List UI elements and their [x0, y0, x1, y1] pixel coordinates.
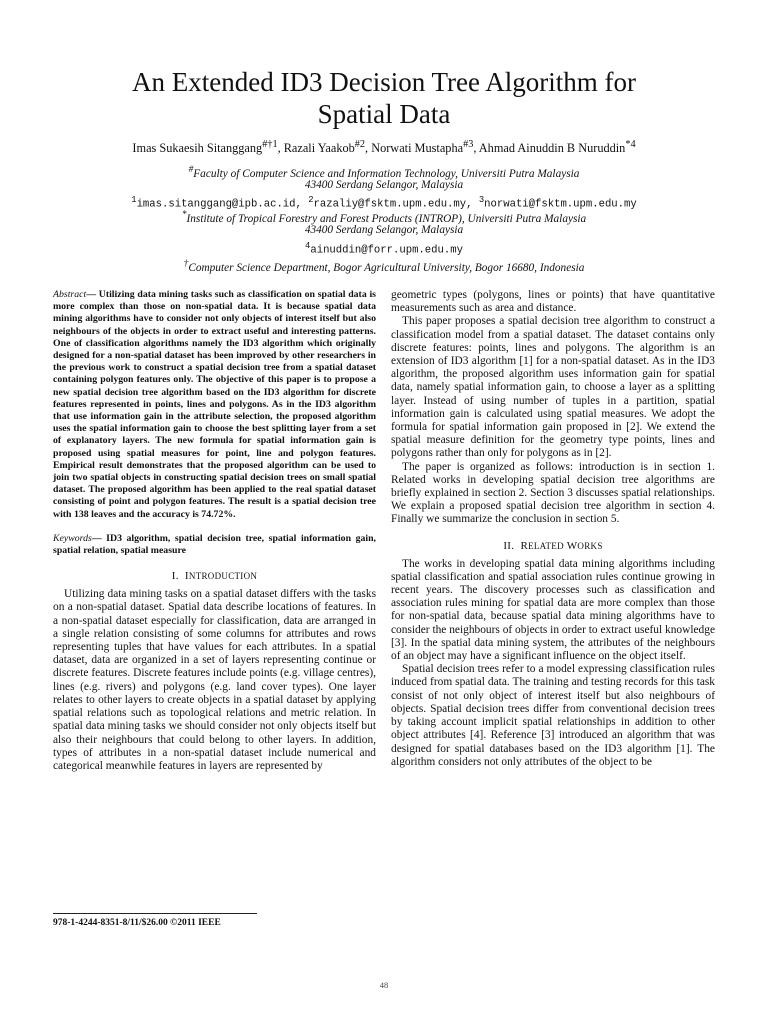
abstract [53, 289, 376, 521]
paper-title [60, 66, 708, 130]
right-column [391, 289, 715, 769]
keywords-text: — ID3 algorithm, spatial decision tree, spatial information gain, spatial relation, spatial measure [53, 532, 376, 557]
email-3-mark: 3 [478, 195, 485, 205]
affiliation-3 [30, 257, 738, 275]
affiliation-3-mark: † [183, 259, 189, 269]
left-column [53, 289, 376, 773]
page-number: 48 [379, 980, 389, 990]
right-paragraph-2: This paper proposes a spatial decision tree algorithm to construct a classification model from a spatial dataset. The dataset contains only discrete features: points, lines and polygons. The algorithm is an extension of ID3 algorithm [1] for a non-spatial dataset. As in the ID3 algorithm, the proposed algorithm uses information gain for spatial data, namely spatial information gain, to choose a layer as a splitting layer. Instead of using number of tuples in a partition, spatial information gain is calculated using spatial measures. We adopt the formula for spatial information gain proposed in [2]. We extend the spatial measure definition for the geometry type points, lines and polygons rather than only for polygons as in [2]. [391, 315, 715, 460]
section-heading-introduction: I. INTRODUCTION [171, 570, 258, 583]
abstract-label: Abstract [53, 289, 87, 300]
email-3[interactable]: norwati@fsktm.upm.edu.my [484, 198, 637, 211]
right-paragraph-1: geometric types (polygons, lines or points) that have quantitative measurements such as area and distance. [391, 289, 715, 315]
affiliation-1-mark: # [188, 165, 194, 175]
title-line-2: Spatial Data [317, 99, 451, 129]
email-4-mark: 4 [305, 241, 311, 251]
section-heading-related-works: II. RELATED WORKS [503, 539, 603, 552]
author-2: Razali Yaakob [283, 141, 355, 156]
email-1-mark: 1 [131, 195, 137, 205]
author-list: Imas Sukaesih Sitanggang$^{\#\dagger 1}$, Razali Yaakob$^{\#2}$, Norwati Mustapha$^{\#3}$, Ahmad Ainuddin B Nuruddin$^{*4}$ [132, 139, 636, 156]
affiliation-1-address: 43400 Serdang Selangor, Malaysia [304, 179, 464, 191]
author-1: Imas Sukaesih Sitanggang [132, 141, 263, 156]
email-4[interactable]: ainuddin@forr.upm.edu.my [310, 244, 463, 257]
affiliation-3-name: Computer Science Department, Bogor Agricultural University, Bogor 16680, Indonesia [188, 261, 585, 274]
keywords-label: Keywords [53, 532, 92, 544]
footnote-divider [53, 913, 257, 914]
email-1[interactable]: imas.sitanggang@ipb.ac.id, [136, 198, 302, 211]
author-3-marks: #3 [463, 139, 474, 150]
related-works-paragraph-2: Spatial decision trees refer to a model expressing classification rules induced from spatial data. The training and testing records for this task consist of not only object of interest itself but also neighbours of objects. Spatial decision trees differ from conventional decision trees by taking account implicit spatial relationships in addition to other object attributes [4]. Reference [3] introduced an algorithm that was designed for spatial databases based on the ID3 algorithm [1]. The algorithm considers not only attributes of the object to be [391, 663, 715, 768]
abstract-text: — Utilizing data mining tasks such as classification on spatial data is more complex than those on non-spatial data. It is because spatial data mining algorithms have to consider not only objects of interest itself but also neighbours of the objects in order to extract useful and interesting patterns. One of classification algorithms namely the ID3 algorithm which originally designed for a non-spatial dataset has been improved by other researchers in the previous work to construct a spatial decision tree from a spatial dataset containing polygon features only. The objective of this paper is to propose a new spatial decision tree algorithm based on the ID3 algorithm for discrete features represented in points, lines and polygons. As in the ID3 algorithm that use information gain in the attribute selection, the proposed algorithm uses the spatial information gain to choose the best splitting layer from a set of explanatory layers. The new formula for spatial information gain is proposed using spatial measures for point, line and polygon features. Empirical result demonstrates that the proposed algorithm can be used to join two spatial objects in constructing spatial decision trees on small spatial dataset. The proposed algorithm has been applied to the real spatial dataset consisting of point and polygon features. The result is a spatial decision tree with 138 leaves and the accuracy is 74.72%. [53, 289, 376, 520]
author-1-marks: #†1 [262, 139, 278, 150]
affiliation-2-mark: * [181, 210, 187, 220]
email-2[interactable]: razaliy@fsktm.upm.edu.my, [313, 198, 473, 211]
email-2-mark: 2 [308, 195, 314, 205]
email-line-2 [30, 239, 738, 258]
affiliation-2-name: Institute of Tropical Forestry and Forest Products (INTROP), Universiti Putra Malaysia [186, 212, 587, 225]
copyright-footnote: 978-1-4244-8351-8/11/$26.00 ©2011 IEEE [53, 918, 221, 928]
right-paragraph-3: The paper is organized as follows: introduction is in section 1. Related works in developing spatial decision tree algorithms are briefly explained in section 2. Section 3 discusses spatial relationships. We explain a proposed spatial decision tree algorithm in section 4. Finally we summarize the conclusion in section 5. [391, 460, 715, 526]
author-2-marks: #2 [354, 139, 366, 150]
author-3: Norwati Mustapha [371, 141, 464, 156]
title-line-1: An Extended ID3 Decision Tree Algorithm for [132, 67, 636, 97]
introduction-paragraph-1: Utilizing data mining tasks on a spatial dataset differs with the tasks on a non-spatial dataset. Spatial data describe locations of features. In a non-spatial dataset especially for classification, data are arranged in a single relation consisting of some columns for attributes and rows representing tuples that have values for each attributes. In a spatial dataset, data are organized in a set of layers representing continue or discrete features. Discrete features include points (e.g. village centres), lines (e.g. rivers) and polygons (e.g. land cover types). One layer relates to other layers to create objects in a spatial dataset by applying spatial relations such as topological relations and metric relation. In spatial data mining tasks we should consider not only objects itself but also their neighbours that could belong to other layers. In addition, types of attributes in a non-spatial dataset include numerical and categorical meanwhile features in layers are represented by [53, 588, 376, 772]
affiliation-1-name: Faculty of Computer Science and Information Technology, Universiti Putra Malaysia [193, 167, 580, 180]
author-4: Ahmad Ainuddin B Nuruddin [478, 141, 626, 156]
related-works-paragraph-1: The works in developing spatial data mining algorithms including spatial classification and spatial association rules continue growing in recent years. The discovery processes such as classification and association rules mining for spatial data are more complex than those for non-spatial data, because spatial data mining algorithms have to consider the neighbours of objects in order to extract useful knowledge [3]. In the spatial data mining system, the attributes of the neighbours of an object may have a significant influence on the object itself. [391, 557, 715, 663]
keywords [53, 533, 376, 557]
affiliation-2-address: 43400 Serdang Selangor, Malaysia [304, 224, 464, 236]
author-4-marks: *4 [625, 139, 636, 150]
